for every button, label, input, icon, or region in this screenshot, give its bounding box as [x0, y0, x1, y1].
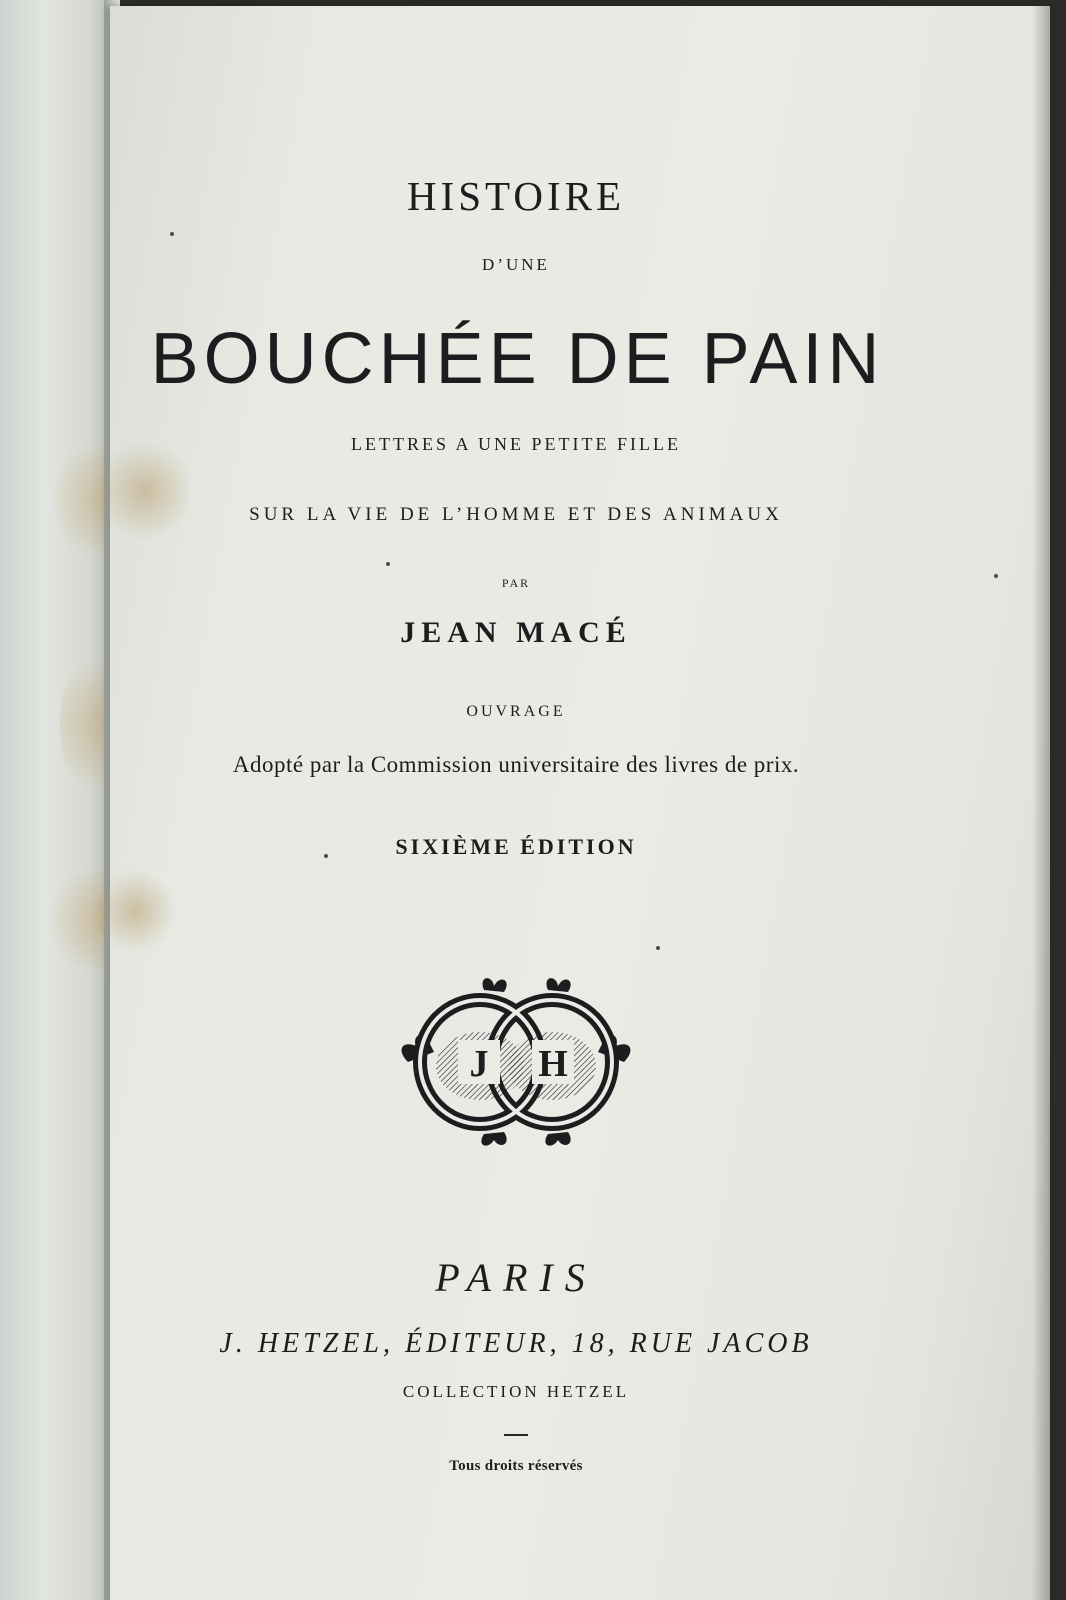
author-name: JEAN MACÉ: [400, 616, 632, 649]
publisher-line: J. HETZEL, ÉDITEUR, 18, RUE JACOB: [219, 1328, 813, 1359]
rights-notice: Tous droits réservés: [449, 1458, 583, 1474]
monogram-letter-j: J: [469, 1043, 489, 1085]
title-dune: D’UNE: [482, 255, 550, 274]
left-page-edge: [0, 0, 112, 1600]
main-title: BOUCHÉE DE PAIN: [150, 319, 885, 399]
divider-rule: [504, 1434, 528, 1436]
monogram-letter-h: H: [538, 1043, 568, 1085]
title-page: [110, 6, 1050, 1600]
publication-city: PARIS: [435, 1255, 597, 1300]
by-label: PAR: [501, 576, 531, 590]
subtitle-line-2: SUR LA VIE DE L’HOMME ET DES ANIMAUX: [249, 504, 783, 525]
jh-monogram-icon: [388, 970, 644, 1150]
edition-label: SIXIÈME ÉDITION: [395, 834, 637, 859]
title-histoire: HISTOIRE: [406, 173, 626, 219]
collection-name: COLLECTION HETZEL: [402, 1382, 630, 1401]
subtitle-line-1: LETTRES A UNE PETITE FILLE: [351, 434, 681, 454]
ouvrage-label: OUVRAGE: [466, 703, 566, 720]
adoption-note: Adopté par la Commission universitaire des livres de prix.: [232, 752, 800, 777]
